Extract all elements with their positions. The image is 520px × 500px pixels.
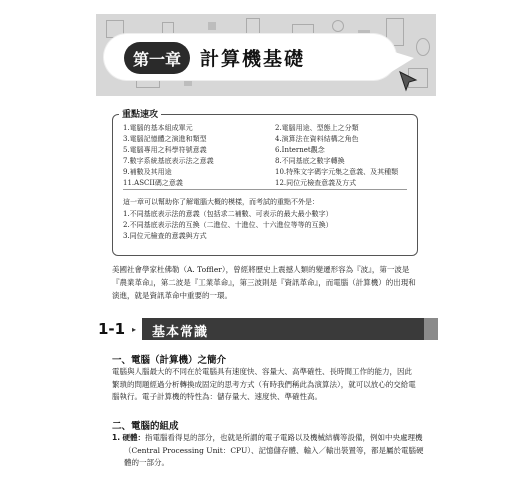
exam-focus-list	[123, 209, 333, 242]
list-item-label: 硬體：	[122, 433, 145, 442]
section-title: 基本常識	[152, 325, 209, 340]
key-point-item: 8.不同基底之數字轉換	[275, 157, 345, 165]
subsection-paragraph: 電腦與人腦最大的不同在於電腦具有速度快、容量大、高準確性、長時間工作的能力，因此繁瑣的問題經過分析轉換成固定的思考方式（有時我們稱此為演算法），就可以放心的交給電腦執行。電子計算機的特性為：儲存量大、速度快、準確性高。	[112, 367, 416, 401]
key-points-box	[112, 110, 418, 256]
key-point-item: 6.Internet觀念	[275, 146, 325, 154]
exam-focus-item: 3.同位元檢查的意義與方式	[123, 232, 207, 240]
key-point-item: 2.電腦用途、型態上之分類	[275, 124, 359, 132]
exam-focus-item: 1.不同基底表示法的意義（包括求二補數、可表示的最大最小數字）	[123, 210, 333, 218]
list-item-number: 1.	[112, 433, 121, 442]
section-number: 1-1	[98, 320, 126, 338]
key-point-item: 7.數字系統基底表示法之意義	[123, 157, 214, 165]
key-points-intro: 這一章可以幫助你了解電腦大概的模樣，而考試的重點不外是：	[123, 198, 319, 206]
key-point-item: 12.同位元檢查意義及方式	[275, 179, 357, 187]
decor-square	[208, 22, 216, 30]
key-points-divider	[123, 189, 407, 190]
key-point-item: 10.特殊文字碼字元集之意義、及其種類	[275, 168, 399, 176]
key-points-title: 重點速攻	[119, 107, 161, 120]
key-point-item: 3.電腦記憶體之演進和類型	[123, 135, 207, 143]
decor-circle	[332, 20, 344, 32]
key-point-item: 9.補數及其用途	[123, 168, 172, 176]
decor-circle	[416, 38, 430, 56]
key-point-item: 5.電腦專用之科學符號意義	[123, 146, 207, 154]
chapter-title: 計算機基礎	[200, 48, 306, 70]
key-point-item: 1.電腦的基本組成單元	[123, 124, 193, 132]
key-point-item: 4.演算法在資料結構之角色	[275, 135, 359, 143]
subsection-heading: 一、電腦（計算機）之簡介	[112, 355, 227, 366]
list-item	[112, 432, 430, 470]
cursor-arrow-icon	[398, 70, 420, 92]
chapter-badge: 第一章	[124, 42, 190, 74]
exam-focus-item: 2.不同基底表示法的互換（二進位、十進位、十六進位等等的互換）	[123, 221, 333, 229]
intro-paragraph: 美國社會學家杜佛勒（A. Toffler），曾經將歷史上震撼人類的變遷形容為『波』，第一波是『農業革命』，第二波是『工業革命』，第三波則是『資訊革命』，而電腦（計算機）的出現和演進，就是資訊革命中重要的一環。	[112, 265, 416, 300]
key-points-list	[123, 123, 413, 188]
list-item-text: 指電腦看得見的部分，也就是所謂的電子電路以及機械結構等設備，例如中央處理機（Central Processing Unit：CPU）、記憶儲存體、輸入／輸出裝置等，都是屬於電腦硬體的一部分。	[124, 433, 424, 467]
key-point-item: 11.ASCII碼之意義	[123, 179, 183, 187]
subsection-heading: 二、電腦的組成	[112, 421, 179, 432]
triangle-arrow-icon: ▸	[132, 325, 137, 334]
